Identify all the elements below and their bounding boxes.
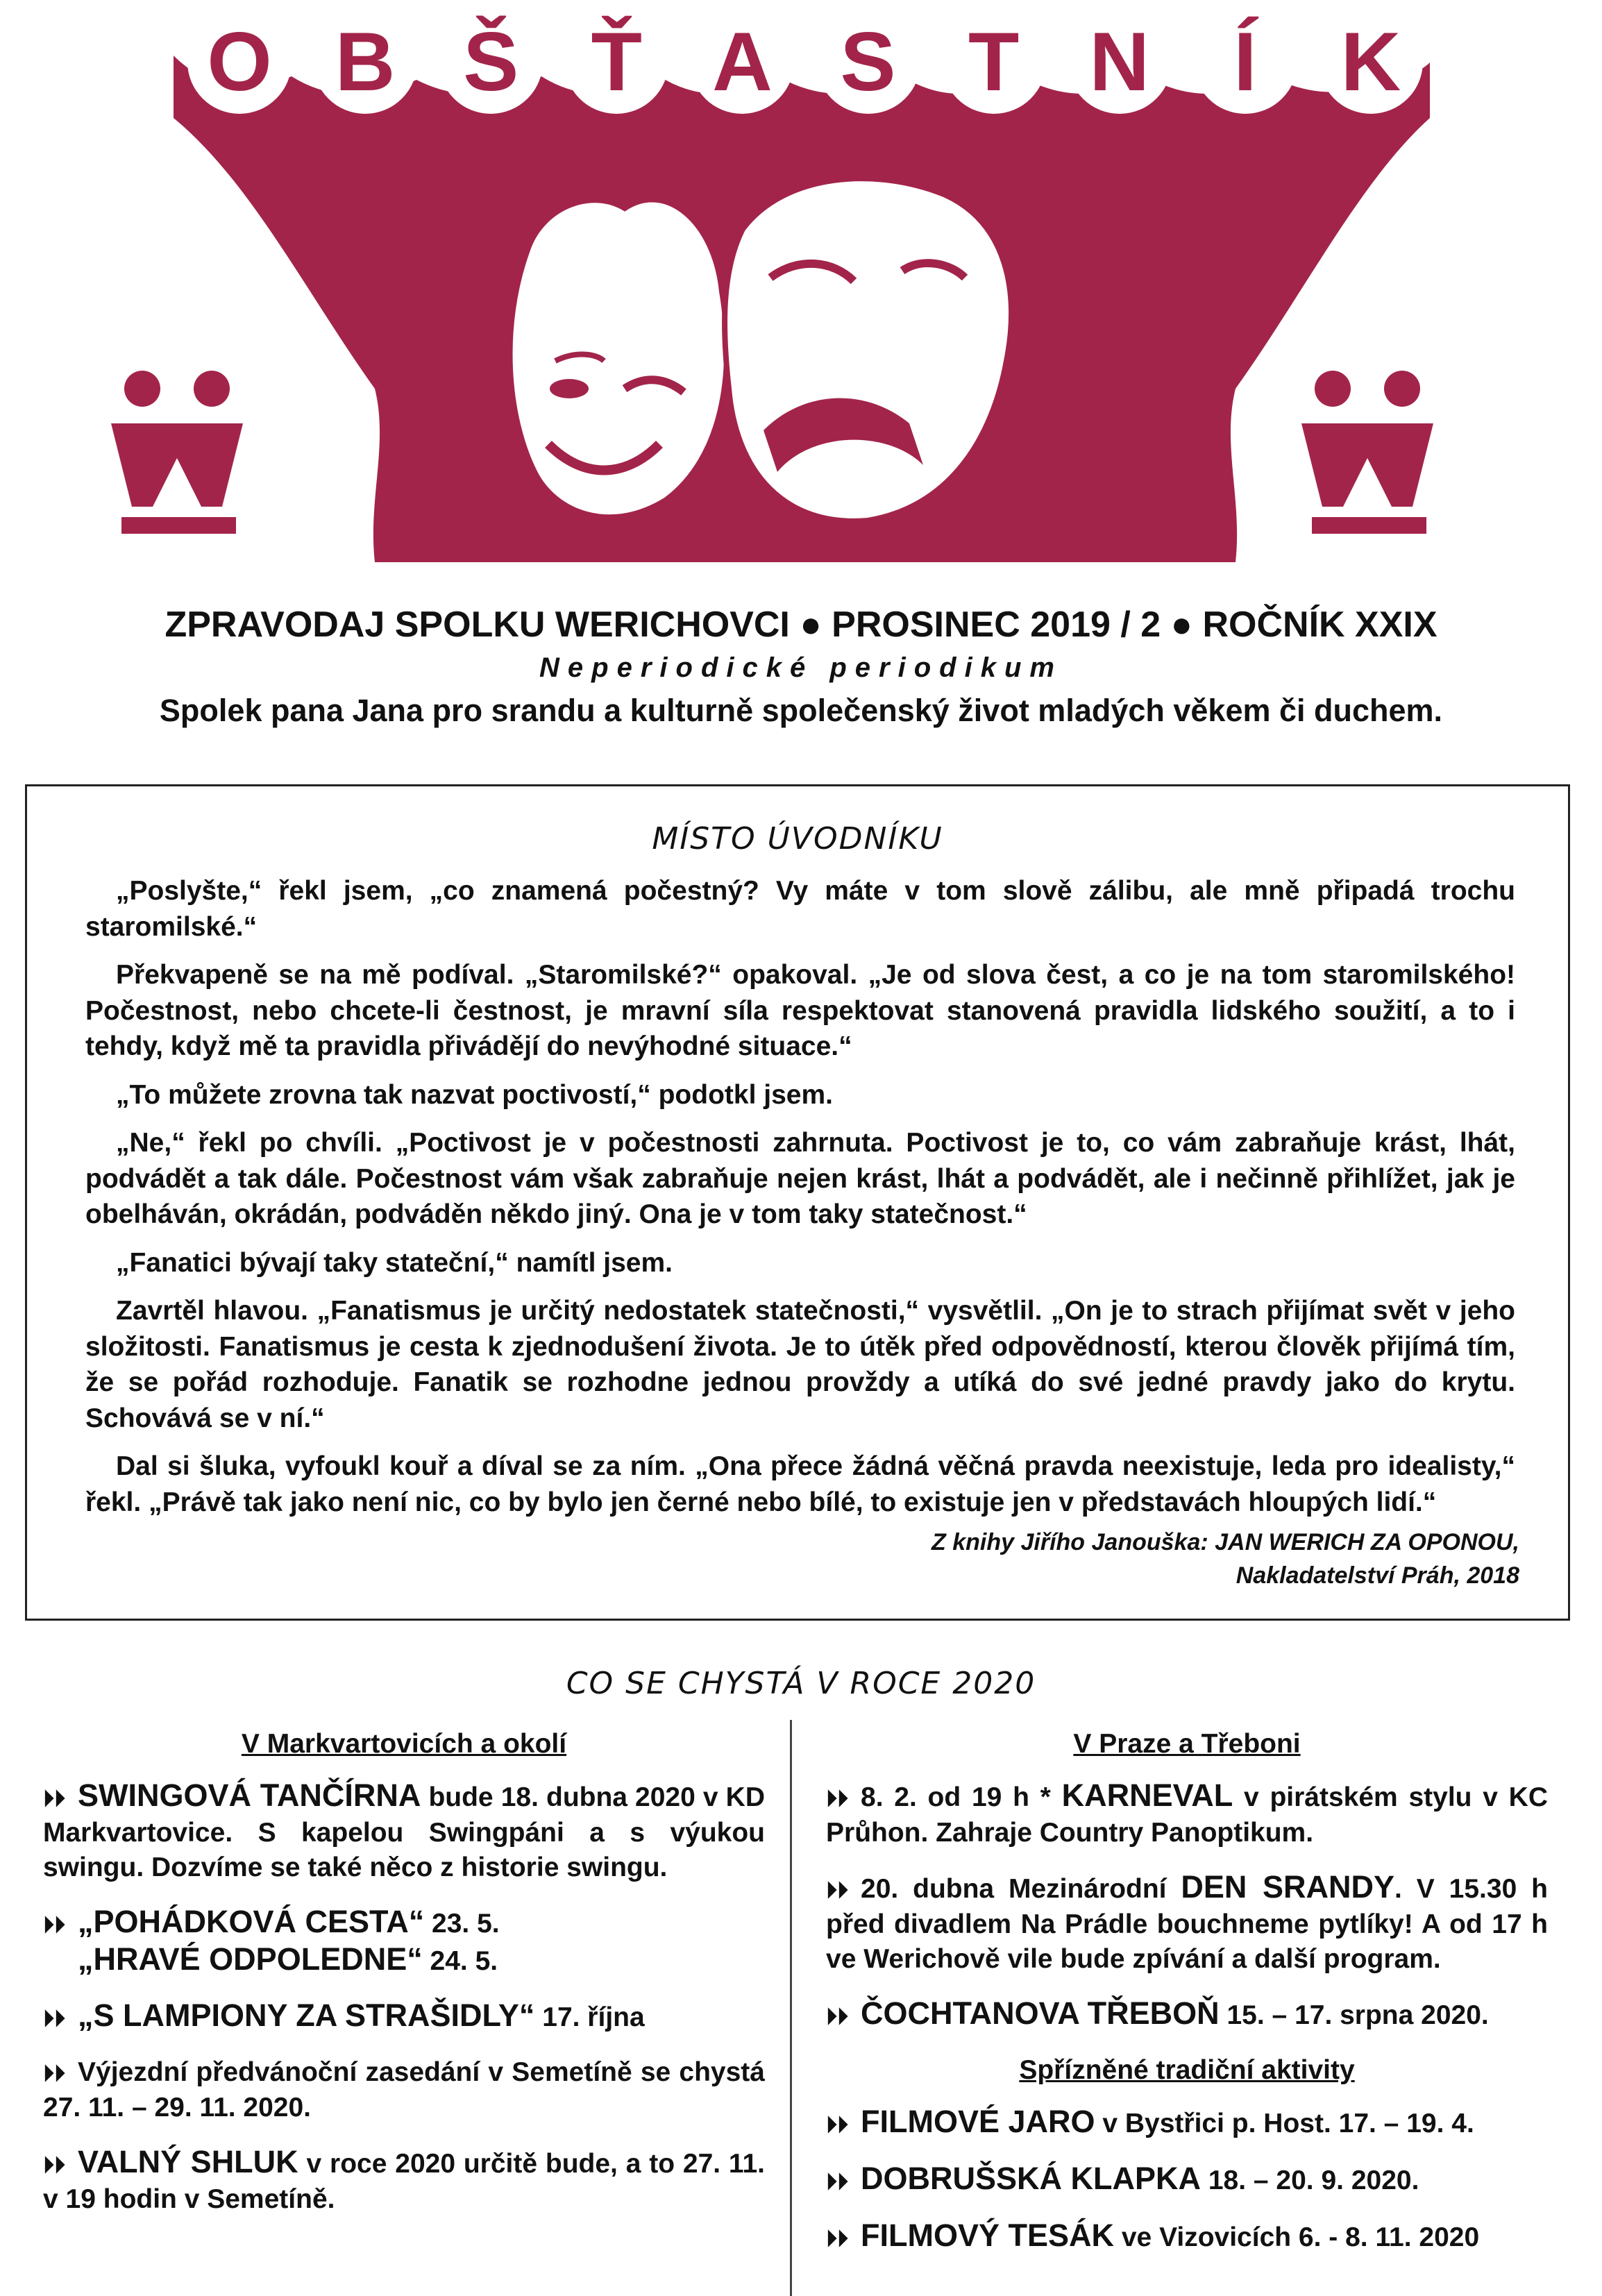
title-letter: A [690,10,794,114]
event-item [826,2161,1548,2199]
society-description: Spolek pana Jana pro srandu a kulturně společenský život mladých věkem či duchem. [159,693,1443,728]
editorial-source [931,1526,1519,1592]
event-item [43,1778,765,1885]
title-letter: Š [439,10,543,114]
event-date: 24. 5. [422,1946,498,1976]
event-item [43,2055,765,2125]
double-arrow-icon: ⏵⏵ [43,2152,66,2177]
column-divider [790,1720,792,2296]
title-letter: T [942,10,1046,114]
double-arrow-icon: ⏵⏵ [826,2169,849,2194]
event-details: v pirátském stylu v KC Průhon. Zahraje Country Panoptikum. [826,1782,1548,1848]
double-arrow-icon: ⏵⏵ [826,1786,849,1811]
title-letter: S [816,10,920,114]
title-letter: K [1319,10,1423,114]
event-name: „HRAVÉ ODPOLEDNE“ [78,1941,423,1977]
comedy-mask-icon [510,199,727,517]
event-details: v roce 2020 určitě bude, a to 27. 11. v 19 hodin v Semetíně. [43,2149,765,2214]
event-date: 18. – 20. 9. 2020. [1201,2166,1419,2195]
event-name: DOBRUŠSKÁ KLAPKA [861,2161,1202,2196]
event-name: DEN SRANDY [1181,1869,1395,1905]
title-letter: Ť [564,10,668,114]
double-arrow-icon: ⏵⏵ [826,1877,849,1902]
event-details: Výjezdní předvánoční zasedání v Semetíně se chystá 27. 11. – 29. 11. 2020. [43,2057,765,2122]
event-item [826,1870,1548,1977]
event-item [43,1905,765,1979]
events-heading: CO SE CHYSTÁ V ROCE 2020 [566,1666,1036,1701]
event-item [826,2218,1548,2256]
source-publisher: Nakladatelství Práh, 2018 [1236,1562,1519,1589]
event-name: ČOCHTANOVA TŘEBOŇ [861,1995,1220,2031]
editorial-paragraph: Překvapeně se na mě podíval. „Staromilské?“ opakoval. „Je od slova čest, a co je na tom staromilského! Počestnost, nebo chcete-li čestnost, je mravní síla respektovat stanovená pravidla lidského soužití, a to i tehdy, když mě ta pravidla přivádějí do nevýhodné situace.“ [85,960,1515,1061]
event-name: „S LAMPIONY ZA STRAŠIDLY“ [78,1998,535,2033]
source-book: Z knihy Jiřího Janouška: JAN WERICH ZA OPONOU, [931,1529,1519,1555]
event-name: „POHÁDKOVÁ CESTA“ [78,1904,425,1939]
event-item [43,2145,765,2217]
event-date: 17. října [534,2002,645,2032]
event-date: 23. 5. [424,1909,500,1939]
double-arrow-icon: ⏵⏵ [826,2226,849,2251]
event-item [826,1996,1548,2034]
title-letter: Í [1193,10,1297,114]
editorial-box [25,784,1570,1621]
title-letter: N [1068,10,1172,114]
related-activities-heading: Spřízněné tradiční aktivity [1019,2055,1355,2085]
left-column-heading: V Markvartovicích a okolí [241,1729,567,1759]
editorial-paragraph: Zavrtěl hlavou. „Fanatismus je určitý nedostatek statečnosti,“ vysvětlil. „On je to strach přijímat svět v jeho složitosti. Fanatismus je cesta k zjednodušení života. Je to útěk před odpovědností, kterou člověk přijímá tím, že se pořád rozhoduje. Fanatik se rozhodne jednou provždy a utíká do své jedné pravdy jako do krytu. Schovává se v ní.“ [85,1296,1515,1433]
event-name: VALNÝ SHLUK [78,2144,298,2179]
event-item [826,1778,1548,1850]
masthead [0,0,1602,576]
event-details: . V 15.30 h před divadlem Na Prádle bouchneme pytlíky! A od 17 h ve Werichově vile bude zpívání a další program. [826,1874,1548,1974]
newsletter-subtitle: ZPRAVODAJ SPOLKU WERICHOVCI ● PROSINEC 2019 / 2 ● ROČNÍK XXIX [165,605,1437,645]
editorial-paragraph: „Poslyšte,“ řekl jsem, „co znamená počestný? Vy máte v tom slově zálibu, ale mně připadá trochu staromilské.“ [85,876,1515,942]
events-right-column [826,1727,1548,2275]
double-arrow-icon: ⏵⏵ [826,2004,849,2029]
event-item [43,1998,765,2036]
double-arrow-icon: ⏵⏵ [43,1912,66,1937]
double-arrow-icon: ⏵⏵ [826,2112,849,2137]
double-arrow-icon: ⏵⏵ [43,2061,66,2086]
editorial-paragraph: „Fanatici bývají taky stateční,“ namítl jsem. [116,1247,673,1278]
editorial-text [85,873,1515,1533]
event-details: ve Vizovicích 6. - 8. 11. 2020 [1114,2222,1480,2252]
event-name: SWINGOVÁ TANČÍRNA [78,1778,421,1813]
event-name: FILMOVÉ JARO [861,2104,1095,2139]
title-letter: O [187,10,292,114]
editorial-paragraph: „To můžete zrovna tak nazvat poctivostí,“ podotkl jsem. [116,1079,833,1110]
double-arrow-icon: ⏵⏵ [43,1786,66,1811]
event-date: 8. 2. od 19 h * [861,1782,1062,1812]
masthead-title [187,10,1423,114]
title-letter: B [313,10,417,114]
right-column-heading: V Praze a Třeboni [1073,1729,1301,1759]
editorial-heading: MÍSTO ÚVODNÍKU [652,821,943,856]
events-left-column [43,1727,765,2236]
event-name: FILMOVÝ TESÁK [861,2218,1115,2253]
werichovci-logo-right [1301,371,1433,534]
event-item [826,2104,1548,2142]
event-name: KARNEVAL [1061,1778,1233,1813]
newsletter-tagline: Neperiodické periodikum [539,652,1063,683]
editorial-paragraph: Dal si šluka, vyfoukl kouř a díval se za ním. „Ona přece žádná věčná pravda neexistuje, leda pro idealisty,“ řekl. „Právě tak jako není nic, co by bylo jen černé nebo bílé, to existuje jen v představách hloupých lidí.“ [85,1451,1515,1517]
double-arrow-icon: ⏵⏵ [43,2006,66,2031]
event-details: bude 18. dubna 2020 v KD Markvartovice. S kapelou Swingpáni a s výukou swingu. Dozvíme se také něco z historie swingu. [43,1782,765,1882]
event-date: 20. dubna Mezinárodní [861,1874,1181,1904]
werichovci-logo-left [111,371,243,534]
editorial-paragraph: „Ne,“ řekl po chvíli. „Poctivost je v počestnosti zahrnuta. Poctivost je to, co vám zabraňuje krást, lhát, podvádět a tak dále. Počestnost vám však zabraňuje nejen krást, lhát a podvádět, ale i nečinně přihlížet, jak je obelháván, okrádán, podváděn někdo jiný. Ona je v tom taky statečnost.“ [85,1128,1515,1229]
event-details: v Bystřici p. Host. 17. – 19. 4. [1095,2109,1474,2138]
event-date: 15. – 17. srpna 2020. [1219,2000,1489,2030]
